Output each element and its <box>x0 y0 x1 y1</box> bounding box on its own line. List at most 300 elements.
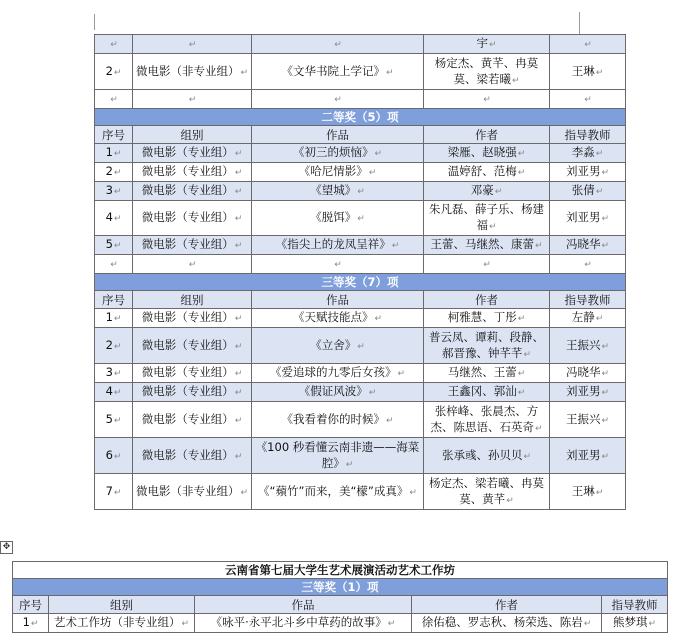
paragraph-mark-icon: ↵ <box>595 67 604 78</box>
header-authors <box>412 596 602 614</box>
row-work-text: 《我看着你的时候》 <box>281 411 385 426</box>
paragraph-mark-icon: ↵ <box>523 349 532 360</box>
paragraph-mark-icon: ↵ <box>234 214 243 224</box>
paragraph-mark-icon: ↵ <box>234 314 243 324</box>
workshop-title-cell-text: 云南省第七届大学生艺术展演活动艺术工作坊 <box>225 563 455 577</box>
row-group <box>49 614 195 633</box>
row-index <box>95 474 133 510</box>
paragraph-mark-icon: ↵ <box>517 168 526 178</box>
row-work <box>252 182 424 201</box>
row-work-text: 《初三的烦恼》 <box>292 145 374 159</box>
paragraph-mark-icon: ↵ <box>534 241 543 251</box>
paragraph-mark-icon: ↵ <box>601 214 610 224</box>
row-group <box>133 35 252 54</box>
row-work-text: 《假证风波》 <box>298 384 368 398</box>
workshop-prize-band <box>13 579 668 596</box>
table-row <box>95 309 626 328</box>
paragraph-mark-icon: ↵ <box>517 369 526 379</box>
row-work <box>252 474 424 510</box>
paragraph-mark-icon: ↵ <box>511 75 520 86</box>
row-authors-text: 徐佑稳、罗志秋、杨荣选、陈岩 <box>421 615 583 629</box>
row-group-text: 微电影（专业组） <box>141 411 234 426</box>
paragraph-mark-icon: ↵ <box>113 187 122 197</box>
row-work <box>252 163 424 182</box>
paragraph-mark-icon: ↵ <box>234 388 243 398</box>
header-row <box>95 291 626 309</box>
row-teacher <box>550 54 626 90</box>
row-work <box>252 201 424 236</box>
row-teacher <box>602 614 668 633</box>
third-prize-band-cell <box>95 274 626 291</box>
paragraph-mark-icon: ↵ <box>113 388 122 398</box>
table-row <box>95 383 626 402</box>
paragraph-mark-icon: ↵ <box>601 388 610 398</box>
paragraph-mark-icon: ↵ <box>391 241 400 251</box>
paragraph-mark-icon: ↵ <box>488 222 497 232</box>
row-index-text: 4 <box>105 210 113 224</box>
paragraph-mark-icon: ↵ <box>110 260 118 270</box>
table-row <box>95 402 626 438</box>
row-group-text: 微电影（非专业组） <box>135 63 240 78</box>
header-teacher-text: 指导教师 <box>564 127 611 142</box>
row-index-text: 2 <box>105 63 113 78</box>
spacer-cell <box>550 90 626 109</box>
row-teacher-text: 王振兴 <box>565 411 601 426</box>
paragraph-mark-icon: ↵ <box>584 95 592 105</box>
spacer-cell <box>252 255 424 274</box>
paragraph-mark-icon: ↵ <box>234 341 243 352</box>
paragraph-mark-icon: ↵ <box>584 260 592 270</box>
workshop-title-cell <box>13 562 668 579</box>
row-work <box>252 364 424 383</box>
row-authors <box>424 54 550 90</box>
spacer-cell <box>252 90 424 109</box>
second-prize-band-cell-text: 二等奖（5）项 <box>321 110 399 124</box>
paragraph-mark-icon: ↵ <box>234 241 243 251</box>
row-authors-text: 王蕾、马继然、康蕾 <box>430 237 534 251</box>
row-work-text: 《望城》 <box>310 183 357 197</box>
row-index <box>95 163 133 182</box>
paragraph-mark-icon: ↵ <box>188 95 197 105</box>
header-teacher <box>550 291 626 309</box>
row-group-text: 微电影（专业组） <box>141 384 234 398</box>
header-authors-text: 作者 <box>495 597 518 612</box>
row-teacher <box>550 438 626 474</box>
row-authors <box>412 614 602 633</box>
workshop-title <box>13 562 668 579</box>
row-authors-text: 宇 <box>476 36 488 50</box>
row-teacher <box>550 328 626 364</box>
paragraph-mark-icon: ↵ <box>488 40 497 50</box>
paragraph-mark-icon: ↵ <box>181 619 190 629</box>
header-authors <box>424 126 550 144</box>
table-row <box>13 614 668 633</box>
row-work-text: 《立舍》 <box>310 337 357 352</box>
paragraph-mark-icon: ↵ <box>234 369 243 379</box>
paragraph-mark-icon: ↵ <box>601 341 610 352</box>
paragraph-mark-icon: ↵ <box>397 369 406 379</box>
spacer-row <box>95 255 626 274</box>
header-index-text: 序号 <box>102 127 125 142</box>
row-group <box>133 402 252 438</box>
row-index <box>95 364 133 383</box>
row-work <box>252 236 424 255</box>
row-work-text: 《咏平·永平北斗乡中草药的故事》 <box>210 615 387 629</box>
paragraph-mark-icon: ↵ <box>113 369 122 379</box>
paragraph-mark-icon: ↵ <box>334 40 342 50</box>
row-work <box>252 328 424 364</box>
row-group <box>133 144 252 163</box>
header-group-text: 组别 <box>180 127 204 142</box>
third-prize-band <box>95 274 626 291</box>
row-teacher-text: 左静 <box>571 310 595 324</box>
row-work <box>252 35 424 54</box>
row-teacher-text: 张倩 <box>571 183 595 197</box>
row-index-text: 2 <box>105 164 113 178</box>
table-row <box>95 438 626 474</box>
row-authors <box>424 236 550 255</box>
row-teacher <box>550 236 626 255</box>
row-work <box>252 402 424 438</box>
row-authors-text: 马继然、王蕾 <box>447 365 517 379</box>
row-authors-text: 温婷舒、范梅 <box>447 164 517 178</box>
paragraph-mark-icon: ↵ <box>387 619 396 629</box>
paragraph-mark-icon: ↵ <box>188 40 197 50</box>
row-authors <box>424 201 550 236</box>
paragraph-mark-icon: ↵ <box>517 149 526 159</box>
row-authors-text: 普云凤、谭莉、段静、郝晋豫、钟芊芊 <box>429 329 544 360</box>
row-work <box>252 383 424 402</box>
row-index <box>13 614 49 633</box>
row-index-text: 3 <box>105 183 113 197</box>
header-group <box>133 291 252 309</box>
table-row <box>95 54 626 90</box>
row-work <box>252 54 424 90</box>
paragraph-mark-icon: ↵ <box>601 369 610 379</box>
paragraph-mark-icon: ↵ <box>494 187 503 197</box>
row-index <box>95 309 133 328</box>
row-teacher-text: 刘亚男 <box>565 384 601 398</box>
row-teacher <box>550 35 626 54</box>
paragraph-mark-icon: ↵ <box>483 95 491 105</box>
paragraph-mark-icon: ↵ <box>240 67 249 78</box>
paragraph-mark-icon: ↵ <box>234 168 243 178</box>
header-authors-text: 作者 <box>475 127 498 142</box>
paragraph-mark-icon: ↵ <box>523 451 532 462</box>
paragraph-mark-icon: ↵ <box>601 415 610 426</box>
paragraph-mark-icon: ↵ <box>113 314 122 324</box>
crop-mark-top-right <box>579 12 580 34</box>
header-group <box>133 126 252 144</box>
row-group <box>133 236 252 255</box>
row-authors <box>424 438 550 474</box>
row-group-text: 微电影（专业组） <box>141 447 234 462</box>
row-teacher-text: 王振兴 <box>565 337 601 352</box>
table-row <box>95 163 626 182</box>
workshop-prize-band-cell <box>13 579 668 596</box>
row-group-text: 微电影（专业组） <box>141 237 234 251</box>
row-group-text: 微电影（专业组） <box>141 145 234 159</box>
paragraph-mark-icon: ↵ <box>113 487 122 498</box>
paragraph-mark-icon: ↵ <box>601 168 610 178</box>
row-group <box>133 54 252 90</box>
paragraph-mark-icon: ↵ <box>584 40 592 50</box>
paragraph-mark-icon: ↵ <box>374 149 383 159</box>
header-work <box>195 596 412 614</box>
row-work <box>252 438 424 474</box>
row-teacher <box>550 402 626 438</box>
header-work <box>252 291 424 309</box>
row-work <box>252 309 424 328</box>
row-index <box>95 35 133 54</box>
header-authors <box>424 291 550 309</box>
paragraph-mark-icon: ↵ <box>240 487 249 498</box>
second-prize-band-cell <box>95 109 626 126</box>
table-row <box>95 201 626 236</box>
row-index-text: 5 <box>105 411 113 426</box>
row-group <box>133 383 252 402</box>
row-work-text: 《“蘋竹”而来，美“檬”成真》 <box>258 483 409 498</box>
row-index-text: 3 <box>105 365 113 379</box>
row-index-text: 1 <box>105 145 113 159</box>
paragraph-mark-icon: ↵ <box>595 149 604 159</box>
row-work-text: 《脱饵》 <box>310 210 357 224</box>
row-teacher-text: 李淼 <box>571 145 595 159</box>
row-index <box>95 54 133 90</box>
spacer-cell <box>424 255 550 274</box>
row-group-text: 微电影（专业组） <box>141 310 234 324</box>
row-group <box>133 364 252 383</box>
header-index <box>95 291 133 309</box>
row-index-text: 1 <box>105 310 113 324</box>
table-row <box>95 182 626 201</box>
row-group <box>133 474 252 510</box>
paragraph-mark-icon: ↵ <box>113 214 122 224</box>
paragraph-mark-icon: ↵ <box>583 619 592 629</box>
row-teacher-text: 王琳 <box>571 63 595 78</box>
header-authors-text: 作者 <box>475 292 498 307</box>
third-prize-band-cell-text: 三等奖（7）项 <box>321 275 399 289</box>
header-teacher <box>550 126 626 144</box>
row-group-text: 微电影（专业组） <box>141 210 234 224</box>
row-work-text: 《文华书院上学记》 <box>281 63 385 78</box>
row-authors <box>424 144 550 163</box>
paragraph-mark-icon: ↵ <box>234 451 243 462</box>
row-index-text: 1 <box>22 615 30 629</box>
row-authors <box>424 402 550 438</box>
row-group-text: 微电影（专业组） <box>141 365 234 379</box>
row-teacher-text: 刘亚男 <box>565 447 601 462</box>
paragraph-mark-icon: ↵ <box>517 314 526 324</box>
row-teacher <box>550 163 626 182</box>
row-group <box>133 201 252 236</box>
header-index <box>95 126 133 144</box>
paragraph-mark-icon: ↵ <box>113 415 122 426</box>
paragraph-mark-icon: ↵ <box>30 619 39 629</box>
row-authors-text: 朱凡磊、薛子乐、杨建福 <box>429 202 544 232</box>
header-group-text: 组别 <box>180 292 204 307</box>
row-teacher <box>550 182 626 201</box>
row-authors-text: 张梓峰、张晨杰、方杰、陈思语、石英奇 <box>430 403 539 434</box>
row-work-text: 《指尖上的龙凤呈祥》 <box>275 237 391 251</box>
header-row <box>95 126 626 144</box>
row-authors <box>424 163 550 182</box>
row-index-text: 6 <box>105 447 113 462</box>
row-authors <box>424 182 550 201</box>
table-move-handle-icon[interactable]: ✥ <box>0 541 13 554</box>
header-group-text: 组别 <box>110 597 133 612</box>
header-work-text: 作品 <box>326 292 349 307</box>
paragraph-mark-icon: ↵ <box>357 187 365 197</box>
table-row <box>95 236 626 255</box>
row-index <box>95 328 133 364</box>
row-authors-text: 邓豪 <box>470 183 494 197</box>
paragraph-mark-icon: ↵ <box>110 40 118 50</box>
row-work <box>195 614 412 633</box>
paragraph-mark-icon: ↵ <box>506 495 514 506</box>
header-group <box>49 596 195 614</box>
row-index <box>95 236 133 255</box>
row-authors-text: 杨定杰、梁若曦、冉莫莫、黄芊 <box>429 475 544 506</box>
row-teacher <box>550 383 626 402</box>
row-teacher <box>550 144 626 163</box>
table-row <box>95 474 626 510</box>
header-row <box>13 596 668 614</box>
header-index-text: 序号 <box>19 597 42 612</box>
paragraph-mark-icon: ↵ <box>188 260 197 270</box>
table-row <box>95 144 626 163</box>
table-row <box>95 364 626 383</box>
row-work-text: 《哈尼情影》 <box>298 164 368 178</box>
row-index-text: 2 <box>105 337 113 352</box>
row-teacher-text: 刘亚男 <box>565 210 601 224</box>
paragraph-mark-icon: ↵ <box>334 260 342 270</box>
paragraph-mark-icon: ↵ <box>113 341 122 352</box>
row-group-text: 艺术工作坊（非专业组） <box>53 615 181 629</box>
spacer-cell <box>550 255 626 274</box>
spacer-cell <box>133 255 252 274</box>
spacer-cell <box>95 90 133 109</box>
row-authors <box>424 364 550 383</box>
row-teacher <box>550 474 626 510</box>
paragraph-mark-icon: ↵ <box>113 67 122 78</box>
row-work-text: 《爱追球的九零后女孩》 <box>269 365 397 379</box>
paragraph-mark-icon: ↵ <box>534 423 543 434</box>
row-index <box>95 144 133 163</box>
paragraph-mark-icon: ↵ <box>374 314 383 324</box>
paragraph-mark-icon: ↵ <box>110 95 118 105</box>
row-group <box>133 328 252 364</box>
paragraph-mark-icon: ↵ <box>595 314 604 324</box>
row-teacher <box>550 201 626 236</box>
paragraph-mark-icon: ↵ <box>368 168 377 178</box>
paragraph-mark-icon: ↵ <box>595 487 604 498</box>
row-teacher-text: 冯晓华 <box>565 237 601 251</box>
row-index <box>95 182 133 201</box>
awards-table-microfilm <box>94 34 626 510</box>
paragraph-mark-icon: ↵ <box>483 260 491 270</box>
paragraph-mark-icon: ↵ <box>234 187 243 197</box>
header-teacher <box>602 596 668 614</box>
header-teacher-text: 指导教师 <box>611 597 658 612</box>
second-prize-band <box>95 109 626 126</box>
row-group <box>133 438 252 474</box>
header-teacher-text: 指导教师 <box>564 292 611 307</box>
paragraph-mark-icon: ↵ <box>345 459 354 470</box>
spacer-cell <box>95 255 133 274</box>
paragraph-mark-icon: ↵ <box>234 149 243 159</box>
row-authors <box>424 383 550 402</box>
row-index-text: 5 <box>105 237 113 251</box>
row-group-text: 微电影（非专业组） <box>135 483 240 498</box>
row-group-text: 微电影（专业组） <box>141 337 234 352</box>
row-teacher-text: 冯晓华 <box>565 365 601 379</box>
spacer-cell <box>133 90 252 109</box>
paragraph-mark-icon: ↵ <box>385 67 394 78</box>
row-authors-text: 张承彧、孙贝贝 <box>441 447 523 462</box>
header-work-text: 作品 <box>291 597 315 612</box>
row-authors <box>424 328 550 364</box>
row-index-text: 4 <box>105 384 113 398</box>
row-index <box>95 438 133 474</box>
paragraph-mark-icon: ↵ <box>601 451 610 462</box>
row-teacher-text: 刘亚男 <box>565 164 601 178</box>
row-group-text: 微电影（专业组） <box>141 164 234 178</box>
row-index <box>95 201 133 236</box>
table-row <box>95 328 626 364</box>
row-authors-text: 柯雅慧、丁彤 <box>447 310 517 324</box>
row-index <box>95 383 133 402</box>
row-authors-text: 王鑫冈、郭汕 <box>447 384 517 398</box>
header-work <box>252 126 424 144</box>
paragraph-mark-icon: ↵ <box>357 341 365 352</box>
crop-mark-top-left <box>94 14 95 30</box>
paragraph-mark-icon: ↵ <box>517 388 526 398</box>
row-group <box>133 309 252 328</box>
table-row <box>95 35 626 54</box>
row-work <box>252 144 424 163</box>
paragraph-mark-icon: ↵ <box>334 95 342 105</box>
paragraph-mark-icon: ↵ <box>368 388 377 398</box>
workshop-prize-band-cell-text: 三等奖（1）项 <box>301 580 379 594</box>
row-authors <box>424 35 550 54</box>
paragraph-mark-icon: ↵ <box>385 415 394 426</box>
row-group <box>133 163 252 182</box>
header-index-text: 序号 <box>102 292 125 307</box>
row-work-text: 《天赋技能点》 <box>292 310 374 324</box>
paragraph-mark-icon: ↵ <box>113 168 122 178</box>
header-index <box>13 596 49 614</box>
row-authors <box>424 309 550 328</box>
paragraph-mark-icon: ↵ <box>409 487 417 498</box>
paragraph-mark-icon: ↵ <box>113 149 122 159</box>
row-teacher-text: 熊梦琪 <box>612 615 648 629</box>
spacer-cell <box>424 90 550 109</box>
awards-table-workshop <box>12 561 668 633</box>
row-index <box>95 402 133 438</box>
row-authors-text: 杨定杰、黄芊、冉莫莫、梁若曦 <box>434 55 539 86</box>
paragraph-mark-icon: ↵ <box>601 241 610 251</box>
row-group-text: 微电影（专业组） <box>141 183 234 197</box>
paragraph-mark-icon: ↵ <box>113 451 122 462</box>
paragraph-mark-icon: ↵ <box>595 187 604 197</box>
paragraph-mark-icon: ↵ <box>113 241 122 251</box>
row-teacher-text: 王琳 <box>571 483 595 498</box>
row-teacher <box>550 309 626 328</box>
paragraph-mark-icon: ↵ <box>234 415 243 426</box>
row-index-text: 7 <box>105 483 113 498</box>
row-work-text: 《100 秒看懂云南非遗——海菜腔》 <box>255 439 420 470</box>
